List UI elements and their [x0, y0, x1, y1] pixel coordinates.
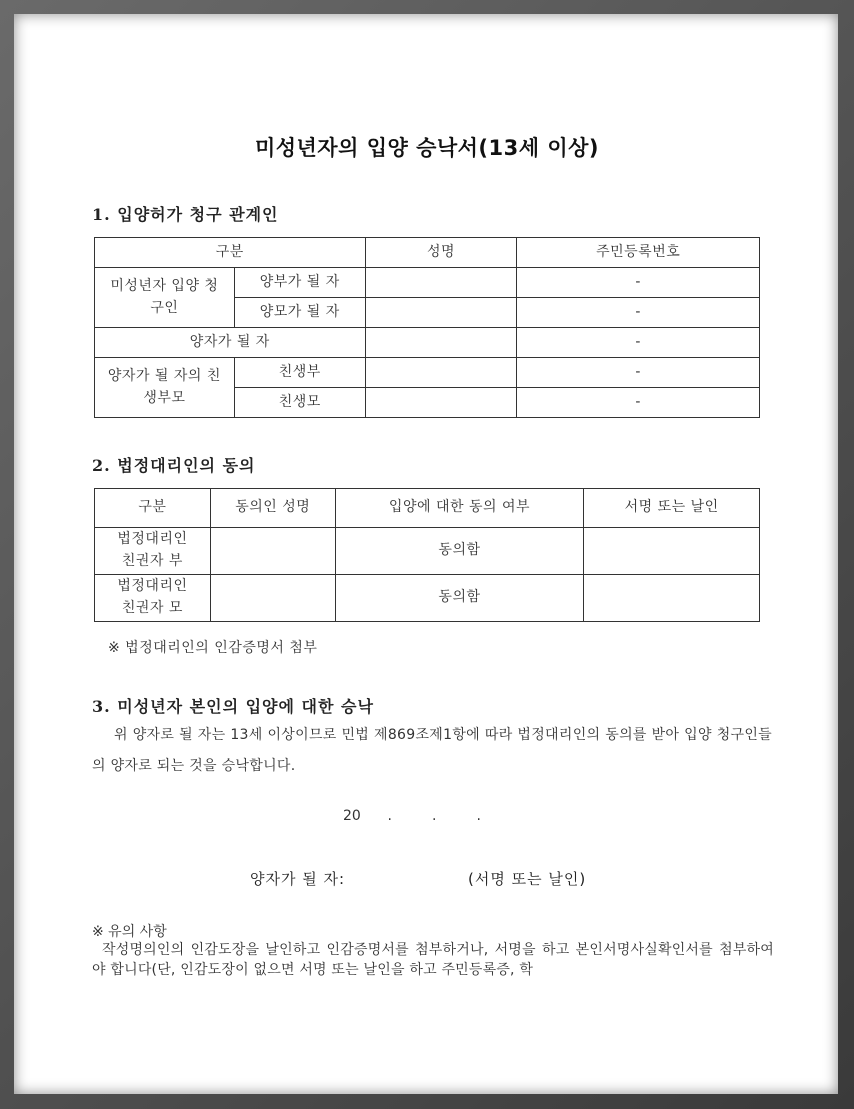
table-row	[95, 528, 760, 575]
birth-parents-group-label: 양자가 될 자의 친생부모	[95, 358, 235, 418]
table-header-row	[95, 489, 760, 528]
header-category: 구분	[95, 489, 211, 528]
birth-father-id-cell[interactable]: -	[517, 358, 760, 388]
table-header-row	[95, 238, 760, 268]
table-row	[95, 575, 760, 622]
table-row	[95, 358, 760, 388]
guardian-mother-label: 법정대리인 친권자 모	[95, 575, 211, 622]
section2-heading: 2. 법정대리인의 동의	[92, 456, 256, 475]
adoptee-name-cell[interactable]	[365, 328, 517, 358]
birth-mother-name-cell[interactable]	[365, 388, 517, 418]
guardian-father-label: 법정대리인 친권자 부	[95, 528, 211, 575]
header-consenter-name: 동의인 성명	[210, 489, 335, 528]
attachment-note: ※ 법정대리인의 인감증명서 첨부	[108, 640, 318, 656]
adoptive-mother-label: 양모가 될 자	[234, 298, 365, 328]
adoptee-label: 양자가 될 자	[95, 328, 366, 358]
signer-label: 양자가 될 자:	[250, 870, 346, 888]
header-name: 성명	[365, 238, 517, 268]
caution-text: 작성명의인의 인감도장을 날인하고 인감증명서를 첨부하거나, 서명을 하고 본인서명사실확인서를 첨부하여야 합니다(단, 인감도장이 없으면 서명 또는 날인을 하고 주민등록증, 학	[92, 942, 774, 978]
birth-father-name-cell[interactable]	[365, 358, 517, 388]
birth-mother-id-cell[interactable]: -	[517, 388, 760, 418]
section3-heading: 3. 미성년자 본인의 입양에 대한 승낙	[92, 697, 374, 716]
guardian-mother-signature-cell[interactable]	[584, 575, 760, 622]
petitioner-table	[94, 237, 760, 418]
adoptive-father-label: 양부가 될 자	[234, 268, 365, 298]
table-row	[95, 268, 760, 298]
adoptive-mother-id-cell[interactable]: -	[517, 298, 760, 328]
date-line[interactable]: 20 . . .	[343, 808, 481, 824]
header-category: 구분	[95, 238, 366, 268]
guardian-father-signature-cell[interactable]	[584, 528, 760, 575]
header-signature: 서명 또는 날인	[584, 489, 760, 528]
guardian-father-consent: 동의함	[335, 528, 584, 575]
document-title: 미성년자의 입양 승낙서(13세 이상)	[254, 136, 600, 160]
guardian-father-name-cell[interactable]	[210, 528, 335, 575]
birth-mother-label: 친생모	[234, 388, 365, 418]
section1-heading: 1. 입양허가 청구 관계인	[92, 205, 279, 224]
header-resident-number: 주민등록번호	[517, 238, 760, 268]
caution-title: ※ 유의 사항	[92, 924, 167, 940]
header-consent-status: 입양에 대한 동의 여부	[335, 489, 584, 528]
guardian-mother-consent: 동의함	[335, 575, 584, 622]
table-row	[95, 328, 760, 358]
signature-hint[interactable]: (서명 또는 날인)	[468, 870, 587, 888]
adoptive-father-name-cell[interactable]	[365, 268, 517, 298]
adoptive-father-id-cell[interactable]: -	[517, 268, 760, 298]
guardian-mother-name-cell[interactable]	[210, 575, 335, 622]
adoptee-id-cell[interactable]: -	[517, 328, 760, 358]
adoptive-mother-name-cell[interactable]	[365, 298, 517, 328]
consent-statement: 위 양자로 될 자는 13세 이상이므로 민법 제869조제1항에 따라 법정대리인의 동의를 받아 입양 청구인들의 양자로 되는 것을 승낙합니다.	[92, 727, 772, 774]
consent-table	[94, 488, 760, 622]
birth-father-label: 친생부	[234, 358, 365, 388]
petitioner-group-label: 미성년자 입양 청구인	[95, 268, 235, 328]
